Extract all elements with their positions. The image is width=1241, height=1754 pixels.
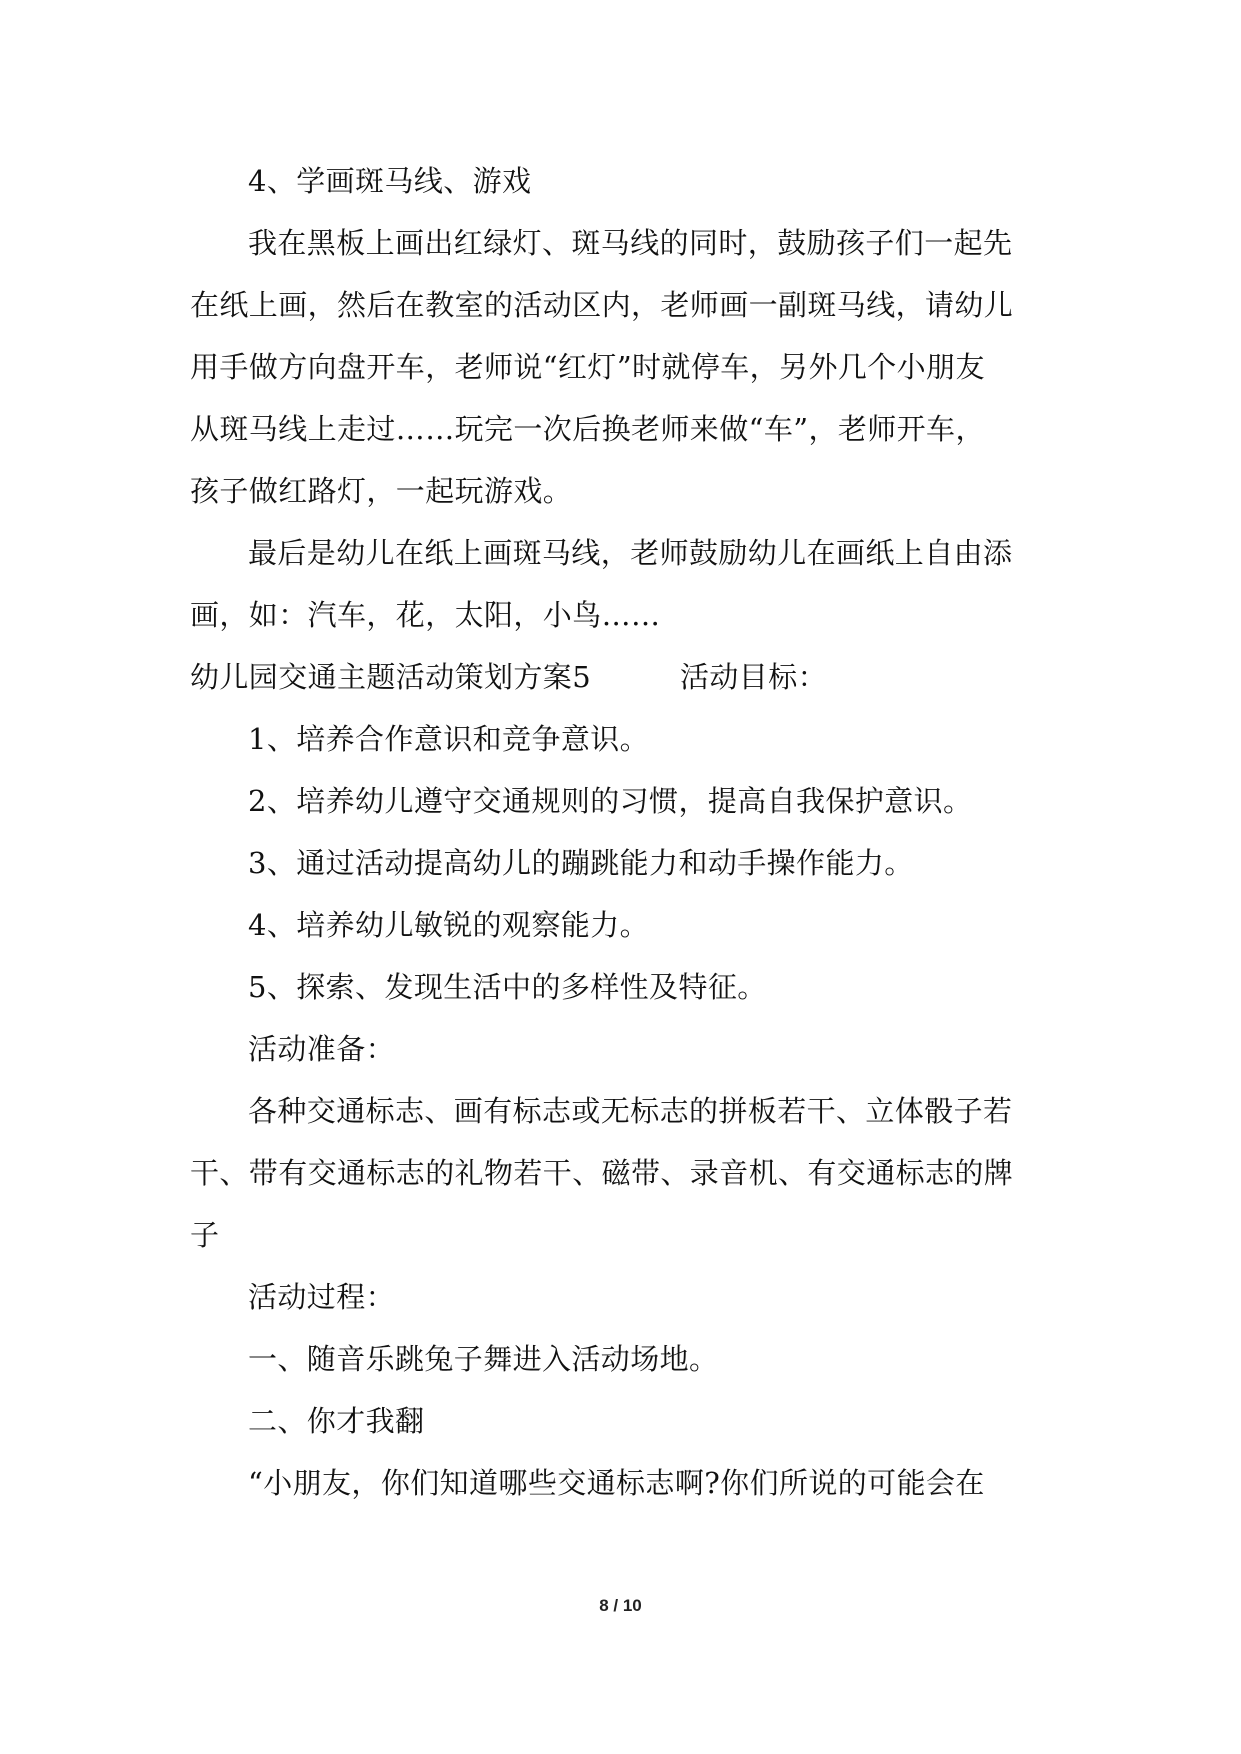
- text-line: 1、培养合作意识和竞争意识。: [248, 722, 650, 756]
- text-line: 子: [190, 1218, 220, 1252]
- text-line: 用手做方向盘开车，老师说“红灯”时就停车，另外几个小朋友: [190, 350, 985, 384]
- text-line: 干、带有交通标志的礼物若干、磁带、录音机、有交通标志的牌: [190, 1156, 1014, 1190]
- text-line: 3、通过活动提高幼儿的蹦跳能力和动手操作能力。: [248, 846, 914, 880]
- text-line: 孩子做红路灯，一起玩游戏。: [190, 474, 573, 508]
- text-line: 二、你才我翻: [248, 1404, 425, 1438]
- text-line: 5、探索、发现生活中的多样性及特征。: [248, 970, 767, 1004]
- text-line: 一、随音乐跳兔子舞进入活动场地。: [248, 1342, 719, 1376]
- text-line: 在纸上画，然后在教室的活动区内，老师画一副斑马线，请幼儿: [190, 288, 1014, 322]
- section-title: 幼儿园交通主题活动策划方案5: [190, 660, 592, 694]
- text-line: 画，如：汽车，花，太阳，小鸟……: [190, 598, 661, 632]
- page-number: 8 / 10: [599, 1596, 642, 1615]
- text-line: 最后是幼儿在纸上画斑马线，老师鼓励幼儿在画纸上自由添: [248, 536, 1013, 570]
- text-line: 4、学画斑马线、游戏: [248, 164, 532, 198]
- text-line: 各种交通标志、画有标志或无标志的拼板若干、立体骰子若: [248, 1094, 1013, 1128]
- text-line: 活动准备：: [248, 1032, 396, 1066]
- text-line: 2、培养幼儿遵守交通规则的习惯，提高自我保护意识。: [248, 784, 973, 818]
- text-line: 我在黑板上画出红绿灯、斑马线的同时，鼓励孩子们一起先: [248, 226, 1013, 260]
- section-subtitle: 活动目标：: [680, 660, 828, 694]
- document-body: [190, 150, 1058, 1514]
- text-line: 从斑马线上走过……玩完一次后换老师来做“车”，老师开车，: [190, 412, 985, 446]
- text-line: “小朋友，你们知道哪些交通标志啊?你们所说的可能会在: [248, 1466, 985, 1500]
- section-heading: [190, 646, 1058, 708]
- text-line: 4、培养幼儿敏锐的观察能力。: [248, 908, 650, 942]
- text-line: 活动过程：: [248, 1280, 396, 1314]
